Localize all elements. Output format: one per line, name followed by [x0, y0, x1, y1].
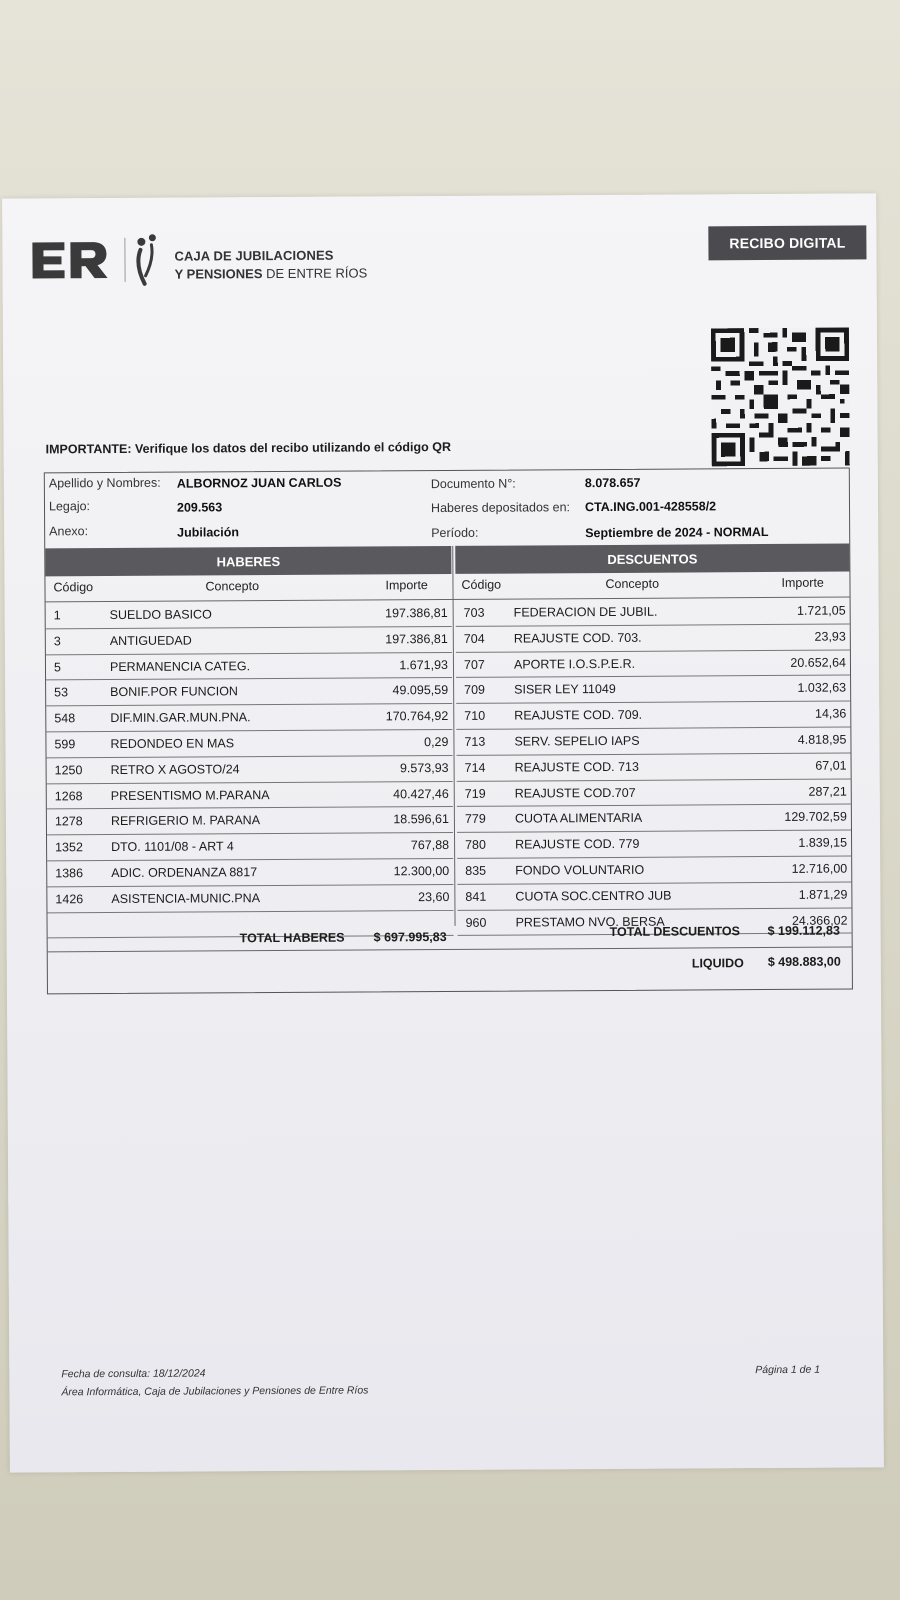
haberes-header: HABERES: [45, 546, 451, 576]
page-number: Página 1 de 1: [755, 1363, 821, 1377]
concepto-cell: SERV. SEPELIO IAPS: [514, 733, 640, 749]
concepto-cell: REAJUSTE COD. 703.: [513, 630, 642, 646]
table-row: [456, 599, 850, 627]
er-logo: [30, 240, 108, 280]
concepto-cell: REAJUSTE COD. 779: [515, 836, 640, 852]
codigo-cell: 3: [53, 634, 61, 649]
importe-cell: 1.839,15: [798, 835, 848, 851]
nombre-label: Apellido y Nombres:: [48, 475, 161, 491]
table-row: [456, 676, 850, 704]
codigo-cell: 1: [53, 608, 61, 623]
haberes-col-codigo: Código: [53, 580, 94, 595]
codigo-cell: 714: [464, 760, 486, 775]
receipt-table: [44, 468, 853, 995]
concepto-cell: REAJUSTE COD. 713: [514, 759, 639, 775]
importe-cell: 287,21: [808, 784, 847, 799]
codigo-cell: 719: [464, 786, 486, 801]
table-row: [456, 650, 850, 678]
importe-cell: 23,93: [814, 629, 846, 644]
concepto-cell: ASISTENCIA-MUNIC.PNA: [111, 890, 261, 906]
table-row: [457, 856, 851, 884]
codigo-cell: 1250: [54, 762, 83, 778]
importe-cell: 24.366,02: [791, 913, 848, 928]
documento-value: 8.078.657: [584, 475, 641, 491]
descuentos-col-concepto: Concepto: [605, 576, 660, 592]
table-row: [457, 831, 851, 859]
org-name-line1: CAJA DE JUBILACIONES: [174, 247, 334, 264]
totals-divider: [48, 947, 852, 953]
codigo-cell: 53: [54, 685, 69, 700]
concepto-cell: PRESENTISMO M.PARANA: [110, 787, 270, 803]
org-name-line2: [175, 265, 368, 281]
codigo-cell: 1426: [55, 891, 84, 907]
importe-cell: 67,01: [815, 758, 847, 773]
haberes-col-importe: Importe: [385, 578, 428, 593]
descuentos-rows: [456, 599, 852, 937]
concepto-cell: SISER LEY 11049: [514, 682, 616, 697]
logo-separator: [124, 238, 125, 282]
importe-cell: 1.721,05: [796, 603, 846, 618]
importante-notice: IMPORTANTE: Verifique los datos del recibo utilizando el código QR: [45, 439, 452, 457]
fecha-consulta: Fecha de consulta: 18/12/2024: [61, 1367, 206, 1381]
codigo-cell: 548: [54, 711, 76, 726]
descuentos-header: DESCUENTOS: [455, 544, 849, 574]
codigo-cell: 709: [464, 683, 486, 698]
anexo-value: Jubilación: [177, 525, 240, 540]
concepto-cell: DTO. 1101/08 - ART 4: [111, 839, 234, 855]
table-row: [456, 702, 850, 730]
descuentos-col-importe: Importe: [781, 575, 824, 590]
table-row: [47, 833, 453, 861]
importe-cell: 18.596,61: [393, 812, 449, 827]
total-haberes-value: $ 697.995,83: [373, 929, 447, 945]
haberes-depositados-value: CTA.ING.001-428558/2: [584, 499, 717, 515]
importe-cell: 4.818,95: [797, 732, 847, 747]
importe-cell: 170.764,92: [385, 709, 449, 724]
concepto-cell: ADIC. ORDENANZA 8817: [111, 865, 258, 880]
nombre-value: ALBORNOZ JUAN CARLOS: [176, 475, 342, 491]
importe-cell: 197.386,81: [385, 631, 448, 647]
codigo-cell: 841: [465, 889, 487, 904]
area-informatica: Área Informática, Caja de Jubilaciones y Pensiones de Entre Ríos: [61, 1384, 369, 1399]
legajo-value: 209.563: [176, 500, 223, 515]
importe-cell: 20.652,64: [790, 655, 847, 670]
importe-cell: 14,36: [814, 706, 847, 721]
periodo-label: Período:: [431, 525, 479, 541]
concepto-cell: REDONDEO EN MAS: [110, 736, 235, 752]
table-row: [47, 756, 453, 784]
concepto-cell: CUOTA ALIMENTARIA: [514, 811, 643, 826]
concepto-cell: ANTIGUEDAD: [109, 633, 192, 648]
codigo-cell: 599: [54, 737, 76, 752]
haberes-col-concepto: Concepto: [205, 579, 260, 594]
concepto-cell: PERMANENCIA CATEG.: [109, 658, 251, 674]
table-row: [47, 885, 453, 913]
concepto-cell: FONDO VOLUNTARIO: [515, 862, 645, 878]
liquido-value: $ 498.883,00: [767, 954, 841, 970]
table-row: [46, 601, 452, 629]
codigo-cell: 704: [463, 631, 485, 646]
importe-cell: 23,60: [418, 889, 450, 904]
importe-cell: 129.702,59: [784, 809, 847, 825]
concepto-cell: PRESTAMO NVO. BERSA: [515, 914, 665, 930]
table-row: [47, 807, 453, 835]
haberes-depositados-label: Haberes depositados en:: [430, 500, 571, 516]
table-row: [456, 727, 850, 755]
periodo-value: Septiembre de 2024 - NORMAL: [585, 525, 769, 541]
codigo-cell: 1268: [54, 788, 83, 803]
table-row: [46, 678, 452, 706]
importe-cell: 1.671,93: [399, 657, 449, 672]
codigo-cell: 5: [53, 659, 61, 674]
importe-cell: 1.032,63: [797, 680, 847, 696]
table-row: [46, 627, 452, 655]
codigo-cell: 713: [464, 734, 486, 749]
codigo-cell: 960: [465, 915, 487, 930]
concepto-cell: APORTE I.O.S.P.E.R.: [513, 656, 636, 672]
importe-cell: 49.095,59: [392, 683, 449, 698]
importe-cell: 767,88: [410, 838, 450, 853]
codigo-cell: 703: [463, 605, 485, 620]
qr-code[interactable]: [711, 328, 850, 467]
org-name-line2-bold: Y PENSIONES: [174, 266, 263, 282]
concepto-cell: FEDERACION DE JUBIL.: [513, 604, 658, 620]
table-row: [46, 653, 452, 681]
anexo-label: Anexo:: [49, 524, 89, 539]
table-row: [457, 779, 851, 807]
codigo-cell: 710: [464, 708, 486, 724]
importe-cell: 0,29: [424, 734, 449, 750]
liquido-label: LIQUIDO: [691, 956, 744, 971]
documento-label: Documento N°:: [430, 476, 516, 492]
codigo-cell: 1352: [55, 840, 83, 855]
total-descuentos-value: $ 199.112,83: [767, 923, 840, 939]
recibo-digital-badge: RECIBO DIGITAL: [708, 225, 866, 260]
table-row: [47, 782, 453, 810]
total-descuentos-label: TOTAL DESCUENTOS: [609, 924, 740, 939]
legajo-label: Legajo:: [48, 499, 91, 514]
concepto-cell: RETRO X AGOSTO/24: [110, 762, 240, 777]
org-name-line2-rest: DE ENTRE RÍOS: [262, 265, 368, 282]
concepto-cell: DIF.MIN.GAR.MUN.PNA.: [110, 710, 251, 726]
descuentos-col-codigo: Código: [461, 577, 502, 592]
codigo-cell: 779: [464, 812, 486, 827]
receipt-paper: [2, 193, 884, 1472]
importe-cell: 12.300,00: [393, 863, 450, 879]
concepto-cell: CUOTA SOC.CENTRO JUB: [515, 888, 672, 904]
table-row: [46, 730, 452, 758]
table-row: [457, 882, 851, 910]
importe-cell: 1.871,29: [798, 887, 848, 902]
table-row: [46, 704, 452, 732]
concepto-cell: REFRIGERIO M. PARANA: [110, 813, 261, 829]
codigo-cell: 835: [465, 863, 487, 878]
importe-cell: 40.427,46: [393, 786, 449, 801]
caja-figure-icon: [132, 232, 162, 290]
importe-cell: 197.386,81: [385, 605, 448, 621]
concepto-cell: REAJUSTE COD.707: [514, 785, 636, 801]
codigo-cell: 1278: [54, 814, 83, 829]
table-row: [47, 859, 453, 887]
codigo-cell: 1386: [55, 866, 84, 881]
importe-cell: 9.573,93: [399, 760, 449, 776]
codigo-cell: 707: [463, 657, 485, 672]
importe-cell: 12.716,00: [791, 861, 848, 876]
table-row: [457, 753, 851, 781]
concepto-cell: BONIF.POR FUNCION: [110, 684, 238, 700]
table-row: [457, 805, 851, 833]
table-row: [456, 624, 850, 652]
haberes-rows: [46, 601, 454, 939]
codigo-cell: 780: [465, 837, 486, 853]
total-haberes-label: TOTAL HABERES: [239, 930, 345, 946]
concepto-cell: REAJUSTE COD. 709.: [514, 707, 643, 723]
concepto-cell: SUELDO BASICO: [109, 607, 212, 623]
